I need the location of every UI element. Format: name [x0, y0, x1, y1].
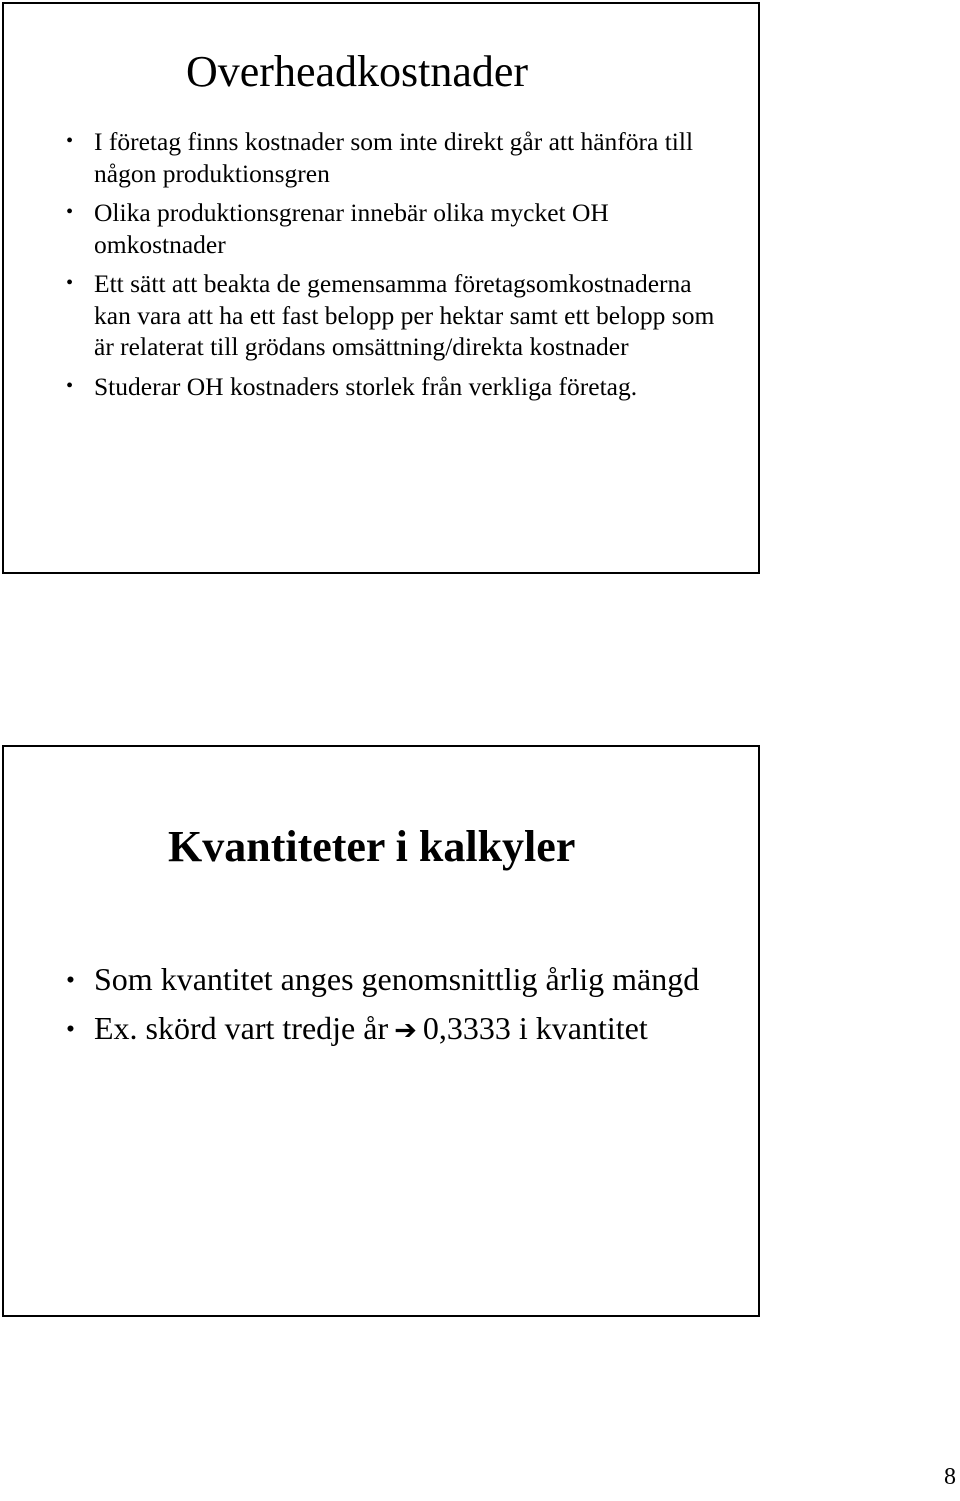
bullet-icon: •	[66, 130, 74, 152]
bullet-item	[66, 959, 746, 1000]
example-text: Ex. skörd vart tredje år	[94, 1010, 389, 1046]
bullet-icon: •	[66, 1014, 75, 1043]
right-arrow-icon: ➔	[394, 1015, 417, 1046]
bullet-icon: •	[66, 272, 74, 294]
bullet-text: Ett sätt att beakta de gemensamma företagsomkostnaderna kan vara att ha ett fast belopp per hektar samt ett belopp som är relaterat till grödans omsättning/direkta kostnader	[94, 269, 715, 361]
bullet-text: Studerar OH kostnaders storlek från verkliga företag.	[94, 371, 638, 401]
bullet-text: Som kvantitet anges genomsnittlig årlig mängd	[94, 961, 700, 997]
example-result-text: 0,3333 i kvantitet	[422, 1010, 648, 1046]
bullet-icon: •	[66, 374, 74, 397]
bullet-item	[66, 1008, 746, 1051]
slide-title: Kvantiteter i kalkyler	[168, 822, 576, 871]
bullet-item	[66, 268, 726, 363]
bullet-item	[66, 197, 726, 260]
slide-title: Overheadkostnader	[186, 47, 529, 96]
bullet-item	[66, 126, 726, 189]
bullet-icon: •	[66, 201, 74, 223]
page-number: 8	[944, 1464, 956, 1490]
bullet-icon: •	[66, 965, 75, 994]
slide-1-bullet-list	[66, 126, 726, 410]
bullet-text: I företag finns kostnader som inte direkt går att hänföra till någon produktionsgren	[94, 127, 694, 188]
bullet-item	[66, 371, 726, 403]
slide-2-bullet-list	[66, 959, 746, 1059]
bullet-text: Olika produktionsgrenar innebär olika mycket OH omkostnader	[94, 198, 609, 259]
